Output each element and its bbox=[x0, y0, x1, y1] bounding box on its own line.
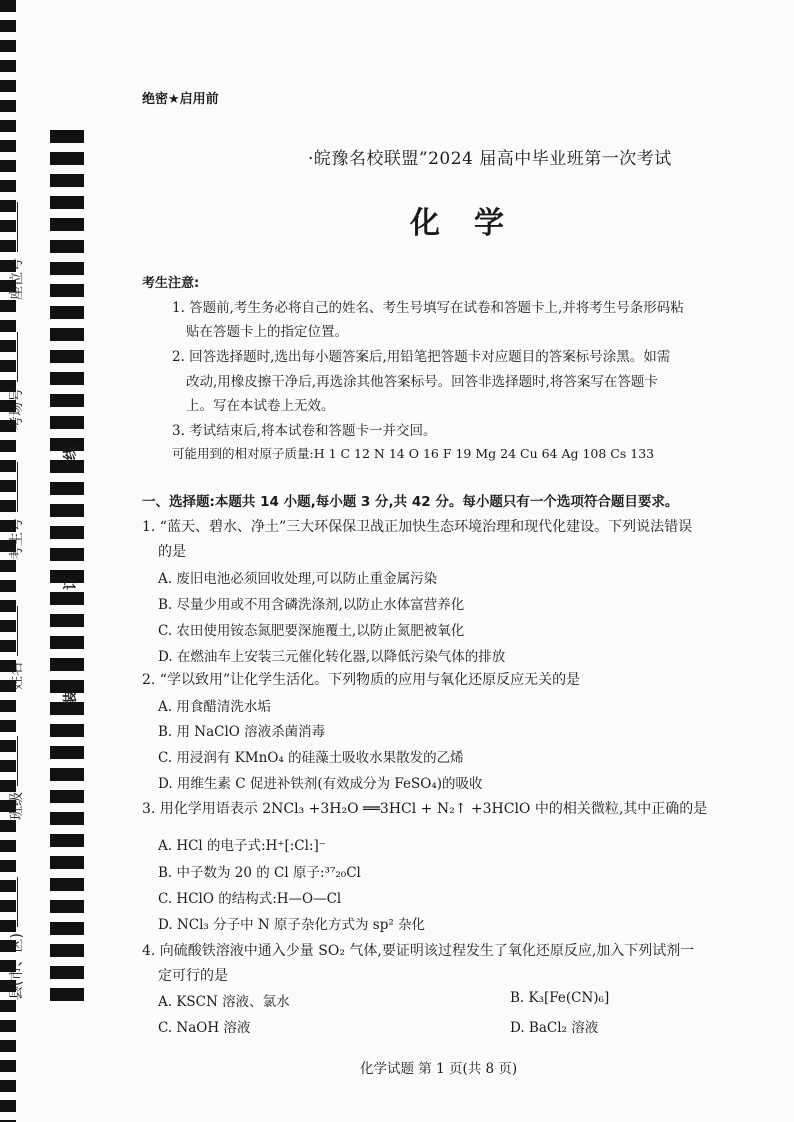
question-4-stem-cont: 定可行的是 bbox=[158, 968, 228, 984]
question-4-option-d: D. BaCl₂ 溶液 bbox=[510, 1020, 599, 1036]
notice-line: 2. 回答选择题时,选出每小题答案后,用铅笔把答题卡对应题目的答案标号涂黑。如需 bbox=[172, 349, 671, 365]
question-3-option-c: C. HClO 的结构式:H—O—Cl bbox=[158, 891, 342, 907]
section-heading: 一、选择题:本题共 14 小题,每小题 3 分,共 42 分。每小题只有一个选项符合题目要求。 bbox=[142, 494, 679, 510]
question-4-option-a: A. KSCN 溶液、氯水 bbox=[158, 994, 290, 1010]
question-4-option-b: B. K₃[Fe(CN)₆] bbox=[510, 990, 610, 1006]
county-field: 县(市、区) bbox=[6, 877, 26, 1000]
atomic-mass-line: 可能用到的相对原子质量:H 1 C 12 N 14 O 16 F 19 Mg 24 Cu 64 Ag 108 Cs 133 bbox=[172, 446, 655, 461]
question-1-option-d: D. 在燃油车上安装三元催化转化器,以降低污染气体的排放 bbox=[158, 649, 506, 665]
question-1-stem-cont: 的是 bbox=[158, 544, 186, 560]
cut-mark-line: 线 bbox=[63, 446, 79, 460]
cut-mark-bind: 装 bbox=[63, 691, 79, 705]
question-4-option-c: C. NaOH 溶液 bbox=[158, 1020, 251, 1036]
subject-title: 化学 bbox=[410, 206, 538, 241]
exam-title: ·皖豫名校联盟”2024 届高中毕业班第一次考试 bbox=[308, 149, 672, 169]
question-3-option-d: D. NCl₃ 分子中 N 原子杂化方式为 sp² 杂化 bbox=[158, 917, 426, 933]
notice-line: 3. 考试结束后,将本试卷和答题卡一并交回。 bbox=[172, 423, 437, 439]
secret-label: 绝密★启用前 bbox=[142, 92, 219, 107]
question-2-option-d: D. 用维生素 C 促进补铁剂(有效成分为 FeSO₄)的吸收 bbox=[158, 776, 483, 792]
notice-title: 考生注意: bbox=[142, 276, 200, 291]
question-1-stem: 1. “蓝天、碧水、净土”三大环保保卫战正加快生态环境治理和现代化建设。下列说法错误 bbox=[142, 519, 693, 535]
question-3-stem: 3. 用化学用语表示 2NCl₃ +3H₂O ══3HCl + N₂↑ +3HClO 中的相关微粒,其中正确的是 bbox=[142, 801, 708, 817]
question-2-option-a: A. 用食醋清洗水垢 bbox=[158, 699, 271, 715]
question-4-stem: 4. 向硫酸铁溶液中通入少量 SO₂ 气体,要证明该过程发生了氧化还原反应,加入下列试剂一 bbox=[142, 943, 695, 959]
notice-line: 1. 答题前,考生务必将自己的姓名、考生号填写在试卷和答题卡上,并将考生号条形码粘 bbox=[172, 300, 684, 316]
question-3-option-a: A. HCl 的电子式:H⁺[:Cl:]⁻ bbox=[158, 838, 326, 854]
question-2-option-b: B. 用 NaClO 溶液杀菌消毒 bbox=[158, 724, 326, 740]
question-2-stem: 2. “学以致用”让化学生活化。下列物质的应用与氧化还原反应无关的是 bbox=[142, 672, 581, 688]
student-number-field: 考生号 bbox=[6, 462, 26, 560]
notice-line: 上。写在本试卷上无效。 bbox=[186, 398, 335, 414]
notice-line: 贴在答题卡上的指定位置。 bbox=[186, 324, 348, 340]
notice-line: 改动,用橡皮擦干净后,再选涂其他答案标号。回答非选择题时,将答案写在答题卡 bbox=[186, 374, 658, 390]
exam-room-field: 考场号 bbox=[6, 332, 26, 430]
question-1-option-a: A. 废旧电池必须回收处理,可以防止重金属污染 bbox=[158, 571, 438, 587]
question-3-option-b: B. 中子数为 20 的 Cl 原子:³⁷₂₀Cl bbox=[158, 865, 361, 881]
question-2-option-c: C. 用浸润有 KMnO₄ 的硅藻土吸收水果散发的乙烯 bbox=[158, 750, 464, 766]
class-field: 班级 bbox=[6, 736, 26, 820]
question-1-option-b: B. 尽量少用或不用含磷洗涤剂,以防止水体富营养化 bbox=[158, 597, 465, 613]
page-footer: 化学试题 第 1 页(共 8 页) bbox=[360, 1061, 518, 1077]
question-1-option-c: C. 农田使用铵态氮肥要深施覆土,以防止氮肥被氧化 bbox=[158, 623, 465, 639]
name-field: 姓名 bbox=[6, 606, 26, 690]
cut-mark-staple: 订 bbox=[63, 576, 79, 590]
seat-number-field: 座位号 bbox=[6, 202, 26, 300]
